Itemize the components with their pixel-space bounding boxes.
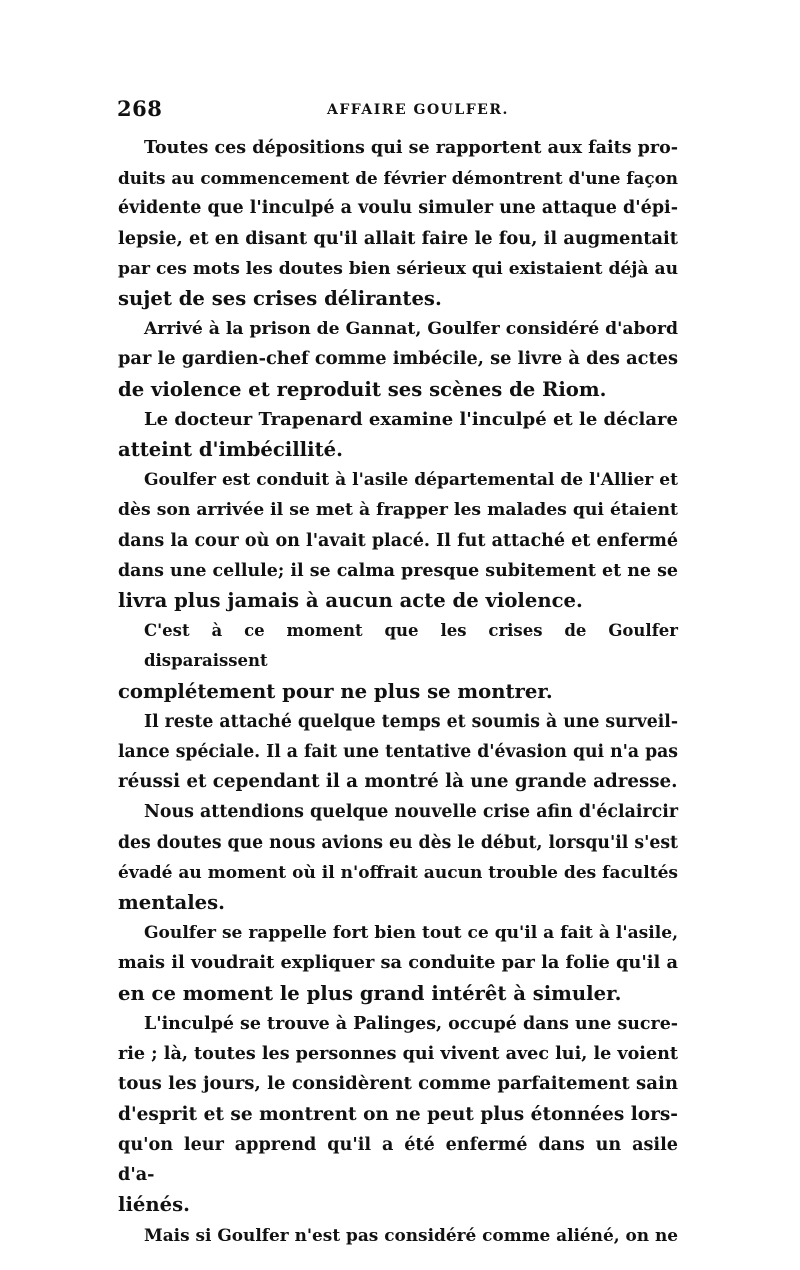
text-line: duits au commencement de février démontrent d'une façon [118, 168, 678, 189]
text-line: C'est à ce moment que les crises de Goulfer disparaissent [144, 621, 678, 671]
text-line: Mais si Goulfer n'est pas considéré comme aliéné, on ne [144, 1225, 678, 1246]
text-line: mais il voudrait expliquer sa conduite par la folie qu'il a [118, 952, 678, 974]
text-line: par ces mots les doutes bien sérieux qui existaient déjà au [118, 258, 678, 279]
text-line: tous les jours, le considèrent comme parfaitement sain [118, 1073, 678, 1095]
body-text [118, 133, 678, 1251]
text-line: dans la cour où on l'avait placé. Il fut attaché et enfermé [118, 530, 678, 551]
text-line: réussi et cependant il a montré là une grande adresse. [118, 771, 678, 793]
text-line: Le docteur Trapenard examine l'inculpé et le déclare [144, 408, 678, 430]
text-line: lance spéciale. Il a fait une tentative d'évasion qui n'a pas [118, 742, 678, 763]
text-line: lepsie, et en disant qu'il allait faire le fou, il augmentait [118, 227, 678, 249]
text-line: évadé au moment où il n'offrait aucun trouble des facultés [118, 862, 678, 883]
text-line: qu'on leur apprend qu'il a été enfermé dans un asile d'a- [118, 1133, 678, 1185]
text-line: livra plus jamais à aucun acte de violence. [118, 589, 583, 613]
text-line: dans une cellule; il se calma presque subitement et ne se [118, 560, 678, 581]
text-line: en ce moment le plus grand intérêt à simuler. [118, 981, 622, 1005]
text-line: Arrivé à la prison de Gannat, Goulfer considéré d'abord [144, 319, 678, 340]
text-line: Nous attendions quelque nouvelle crise afin d'éclaircir [144, 802, 678, 823]
text-line: évidente que l'inculpé a voulu simuler une attaque d'épi- [118, 198, 678, 219]
text-line: Goulfer se rappelle fort bien tout ce qu'il a fait à l'asile, [144, 923, 678, 944]
text-line: L'inculpé se trouve à Palinges, occupé dans une sucre- [144, 1013, 678, 1034]
text-line: mentales. [118, 891, 225, 915]
running-head: AFFAIRE GOULFER. [327, 102, 509, 118]
text-line: des doutes que nous avions eu dès le début, lorsqu'il s'est [118, 832, 678, 853]
text-line: liénés. [118, 1193, 190, 1217]
text-line: Il reste attaché quelque temps et soumis à une surveil- [144, 711, 678, 732]
page-header [117, 96, 677, 126]
text-line: Toutes ces dépositions qui se rapportent aux faits pro- [144, 138, 678, 158]
text-line: d'esprit et se montrent on ne peut plus étonnées lors- [118, 1103, 678, 1125]
page-number: 268 [117, 96, 163, 121]
text-line: complétement pour ne plus se montrer. [118, 679, 553, 703]
text-line: de violence et reproduit ses scènes de Riom. [118, 377, 607, 401]
text-line: dès son arrivée il se met à frapper les malades qui étaient [118, 500, 678, 521]
text-line: atteint d'imbécillité. [118, 438, 343, 462]
text-line: sujet de ses crises délirantes. [118, 287, 442, 311]
text-line: Goulfer est conduit à l'asile départemental de l'Allier et [144, 470, 678, 491]
text-line: par le gardien-chef comme imbécile, se livre à des actes [118, 348, 678, 370]
text-line: rie ; là, toutes les personnes qui vivent avec lui, le voient [118, 1044, 678, 1065]
